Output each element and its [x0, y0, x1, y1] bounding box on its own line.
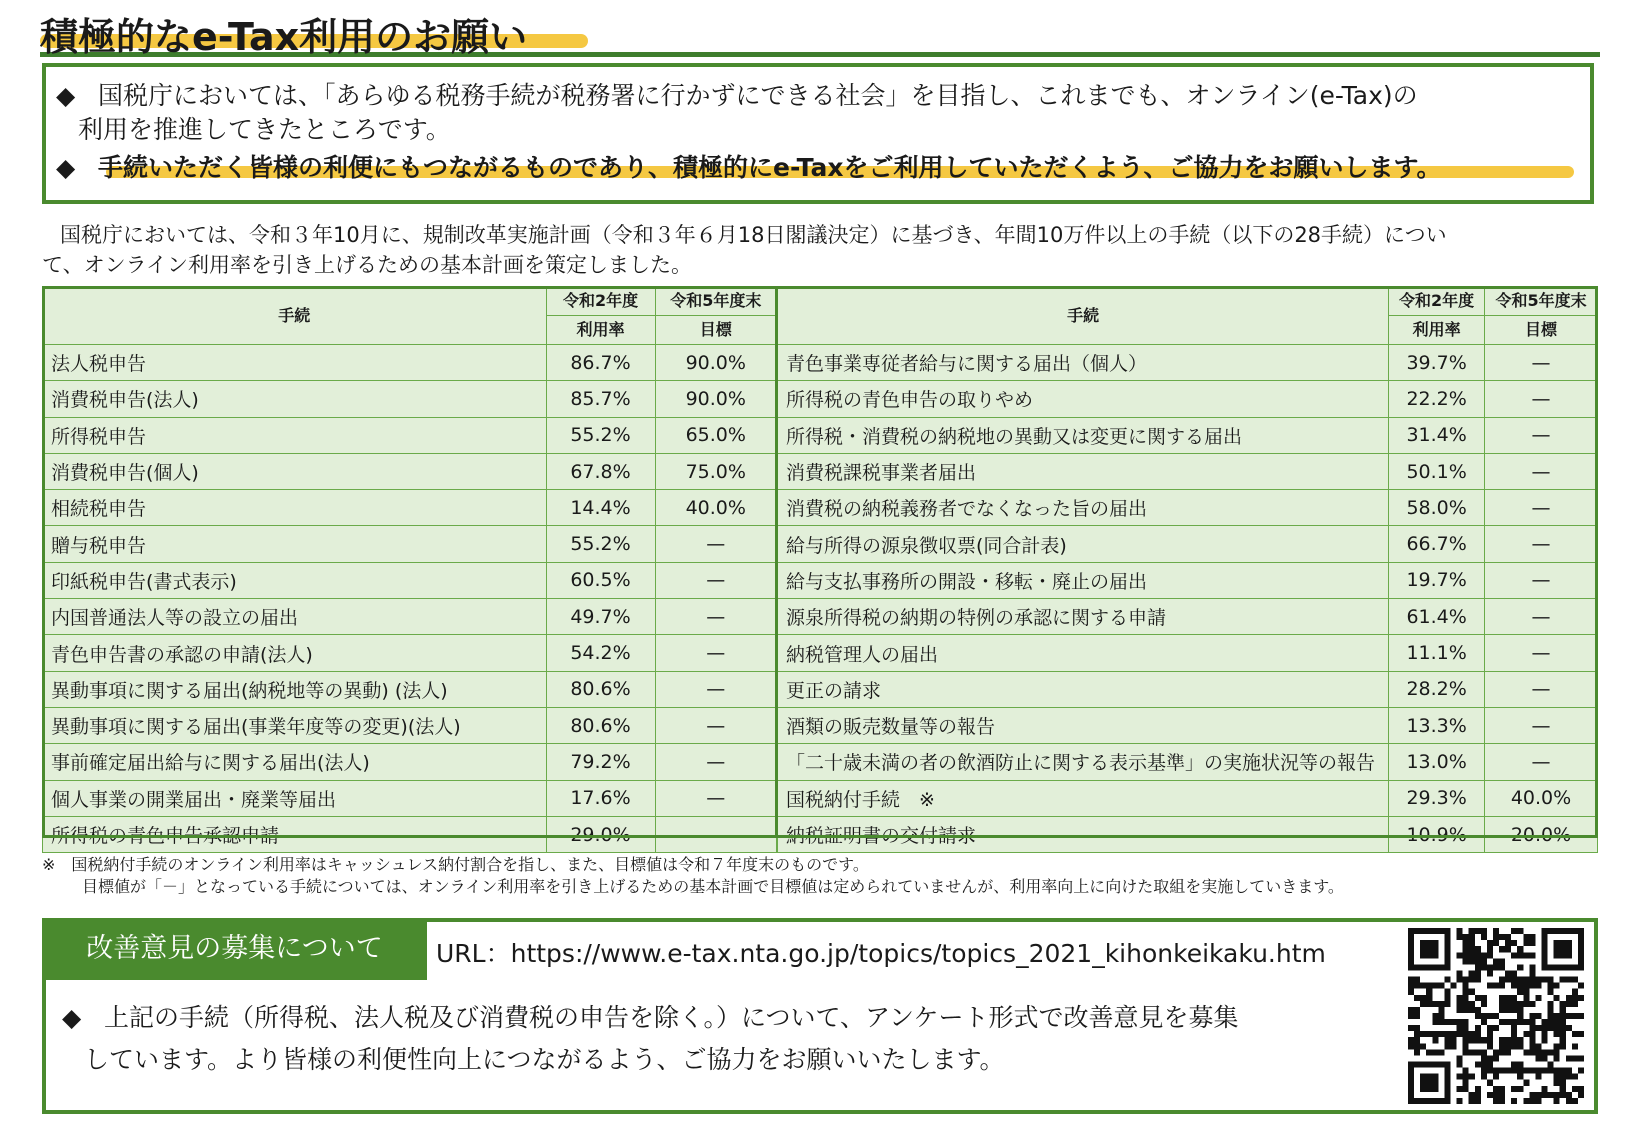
table-row [778, 381, 1598, 417]
rate-cell: 55.2% [546, 417, 655, 453]
rate-cell: 60.5% [546, 562, 655, 598]
table-row [778, 707, 1598, 743]
rate-cell: 31.4% [1389, 417, 1485, 453]
table-row [778, 744, 1598, 780]
table-divider [775, 286, 778, 838]
header-target-2: 目標 [1485, 316, 1598, 345]
procedure-cell: 納税管理人の届出 [778, 635, 1389, 671]
request-line-1 [56, 76, 1418, 112]
header-target-1: 令和5年度末 [655, 287, 776, 316]
target-cell: — [655, 635, 776, 671]
procedure-cell: 消費税申告(個人) [43, 453, 547, 489]
target-cell: 20.0% [1485, 816, 1598, 852]
feedback-line-2: しています。より皆様の利便性向上につながるよう、ご協力をお願いいたします。 [84, 1045, 1005, 1074]
qr-code-icon[interactable] [1408, 928, 1584, 1104]
target-cell: — [1485, 562, 1598, 598]
rate-cell: 55.2% [546, 526, 655, 562]
target-cell: 40.0% [655, 490, 776, 526]
procedure-cell: 相続税申告 [43, 490, 547, 526]
table-row [43, 780, 777, 816]
table-row [43, 707, 777, 743]
table-row [43, 417, 777, 453]
table-row [43, 599, 777, 635]
target-cell: — [655, 780, 776, 816]
table-row [43, 490, 777, 526]
rate-cell: 85.7% [546, 381, 655, 417]
target-cell: — [1485, 635, 1598, 671]
header-procedure: 手続 [43, 287, 547, 345]
header-target-1: 令和5年度末 [1485, 287, 1598, 316]
target-cell: — [1485, 599, 1598, 635]
procedure-table-left [42, 286, 777, 853]
procedure-cell: 酒類の販売数量等の報告 [778, 707, 1389, 743]
intro-line-2: て、オンライン利用率を引き上げるための基本計画を策定しました。 [42, 253, 692, 277]
header-rate-2: 利用率 [1389, 316, 1485, 345]
header-procedure: 手続 [778, 287, 1389, 345]
rate-cell: 54.2% [546, 635, 655, 671]
table-row [778, 562, 1598, 598]
rate-cell: 50.1% [1389, 453, 1485, 489]
target-cell: 90.0% [655, 381, 776, 417]
rate-cell: 61.4% [1389, 599, 1485, 635]
rate-cell: 86.7% [546, 345, 655, 381]
request-text-2: 手続いただく皆様の利便にもつながるものであり、積極的にe-Taxをご利用していただくよう、ご協力をお願いします。 [98, 153, 1442, 182]
procedure-table-right [777, 286, 1598, 853]
procedure-cell: 国税納付手続 ※ [778, 780, 1389, 816]
target-cell: — [1485, 345, 1598, 381]
rate-cell: 17.6% [546, 780, 655, 816]
target-cell: 90.0% [655, 345, 776, 381]
header-rate-2: 利用率 [546, 316, 655, 345]
target-cell: — [1485, 671, 1598, 707]
procedure-cell: 給与支払事務所の開設・移転・廃止の届出 [778, 562, 1389, 598]
procedure-cell: 給与所得の源泉徴収票(同合計表) [778, 526, 1389, 562]
procedure-cell: 「二十歳未満の者の飲酒防止に関する表示基準」の実施状況等の報告 [778, 744, 1389, 780]
table-row [43, 345, 777, 381]
procedure-cell: 納税証明書の交付請求 [778, 816, 1389, 852]
procedure-cell: 贈与税申告 [43, 526, 547, 562]
request-line-1b: 利用を推進してきたところです。 [78, 115, 451, 144]
procedure-cell: 所得税の青色申告承認申請 [43, 816, 547, 852]
table-header-row [43, 287, 777, 316]
table-row [43, 381, 777, 417]
procedure-cell: 更正の請求 [778, 671, 1389, 707]
rate-cell: 49.7% [546, 599, 655, 635]
target-cell: — [655, 707, 776, 743]
table-row [43, 562, 777, 598]
table-row [43, 671, 777, 707]
procedure-cell: 異動事項に関する届出(納税地等の異動) (法人) [43, 671, 547, 707]
table-row [43, 453, 777, 489]
procedure-cell: 青色事業専従者給与に関する届出（個人） [778, 345, 1389, 381]
table-row [43, 744, 777, 780]
feedback-text-1: 上記の手続（所得税、法人税及び消費税の申告を除く。）について、アンケート形式で改善意見を募集 [104, 1003, 1239, 1032]
rate-cell: 67.8% [546, 453, 655, 489]
page-title: 積極的なe-Tax利用のお願い [40, 15, 528, 59]
table-row [778, 635, 1598, 671]
target-cell: — [1485, 381, 1598, 417]
rate-cell: 19.7% [1389, 562, 1485, 598]
rate-cell: 39.7% [1389, 345, 1485, 381]
procedure-cell: 所得税申告 [43, 417, 547, 453]
rate-cell: 29.3% [1389, 780, 1485, 816]
table-row [43, 526, 777, 562]
procedure-cell: 源泉所得税の納期の特例の承認に関する申請 [778, 599, 1389, 635]
procedure-cell: 印紙税申告(書式表示) [43, 562, 547, 598]
procedure-cell: 異動事項に関する届出(事業年度等の変更)(法人) [43, 707, 547, 743]
header-rate-1: 令和2年度 [546, 287, 655, 316]
table-row [43, 816, 777, 852]
table-row [778, 780, 1598, 816]
target-cell: — [655, 671, 776, 707]
rate-cell: 13.0% [1389, 744, 1485, 780]
table-row [778, 526, 1598, 562]
table-row [778, 490, 1598, 526]
intro-line-1: 国税庁においては、令和３年10月に、規制改革実施計画（令和３年６月18日閣議決定）に基づき、年間10万件以上の手続（以下の28手続）につい [60, 223, 1447, 247]
target-cell: — [1485, 417, 1598, 453]
bullet-icon: ◆ [56, 81, 76, 110]
procedure-cell: 消費税の納税義務者でなくなった旨の届出 [778, 490, 1389, 526]
bullet-icon: ◆ [56, 153, 76, 182]
target-cell: — [655, 599, 776, 635]
footnote-2: 目標値が「－」となっている手続については、オンライン利用率を引き上げるための基本計画で目標値は定められていませんが、利用率向上に向けた取組を実施していきます。 [82, 877, 1344, 896]
feedback-url-link[interactable]: URL：https://www.e-tax.nta.go.jp/topics/topics_2021_kihonkeikaku.htm [436, 939, 1326, 968]
rate-cell: 11.1% [1389, 635, 1485, 671]
intro-paragraph [42, 220, 1602, 280]
rate-cell: 79.2% [546, 744, 655, 780]
rate-cell: 28.2% [1389, 671, 1485, 707]
rate-cell: 58.0% [1389, 490, 1485, 526]
rate-cell: 10.9% [1389, 816, 1485, 852]
header-target-2: 目標 [655, 316, 776, 345]
table-row [43, 635, 777, 671]
procedure-cell: 個人事業の開業届出・廃業等届出 [43, 780, 547, 816]
rate-cell: 80.6% [546, 671, 655, 707]
target-cell: — [1485, 744, 1598, 780]
rate-cell: 14.4% [546, 490, 655, 526]
header-rate-1: 令和2年度 [1389, 287, 1485, 316]
procedure-cell: 消費税課税事業者届出 [778, 453, 1389, 489]
table-row [778, 599, 1598, 635]
table-header-row [778, 287, 1598, 316]
rate-cell: 13.3% [1389, 707, 1485, 743]
procedure-cell: 消費税申告(法人) [43, 381, 547, 417]
table-row [778, 816, 1598, 852]
rate-cell: 80.6% [546, 707, 655, 743]
request-line-2 [56, 148, 1442, 184]
target-cell: — [655, 526, 776, 562]
feedback-tag: 改善意見の募集について [42, 918, 427, 980]
procedure-cell: 法人税申告 [43, 345, 547, 381]
rate-cell: 66.7% [1389, 526, 1485, 562]
table-row [778, 671, 1598, 707]
table-row [778, 417, 1598, 453]
procedure-cell: 内国普通法人等の設立の届出 [43, 599, 547, 635]
footnote-1: ※ 国税納付手続のオンライン利用率はキャッシュレス納付割合を指し、また、目標値は令和７年度末のものです。 [42, 855, 869, 874]
target-cell: — [655, 816, 776, 852]
procedure-cell: 所得税の青色申告の取りやめ [778, 381, 1389, 417]
table-row [778, 345, 1598, 381]
target-cell: — [655, 562, 776, 598]
target-cell: 75.0% [655, 453, 776, 489]
feedback-line-1 [62, 998, 1239, 1034]
target-cell: — [1485, 526, 1598, 562]
procedure-cell: 青色申告書の承認の申請(法人) [43, 635, 547, 671]
table-row [778, 453, 1598, 489]
rate-cell: 29.0% [546, 816, 655, 852]
target-cell: — [655, 744, 776, 780]
target-cell: 65.0% [655, 417, 776, 453]
bullet-icon: ◆ [62, 1003, 82, 1032]
target-cell: 40.0% [1485, 780, 1598, 816]
target-cell: — [1485, 453, 1598, 489]
procedure-cell: 事前確定届出給与に関する届出(法人) [43, 744, 547, 780]
rate-cell: 22.2% [1389, 381, 1485, 417]
target-cell: — [1485, 490, 1598, 526]
target-cell: — [1485, 707, 1598, 743]
procedure-cell: 所得税・消費税の納税地の異動又は変更に関する届出 [778, 417, 1389, 453]
request-text-1: 国税庁においては、「あらゆる税務手続が税務署に行かずにできる社会」を目指し、これまでも、オンライン(e-Tax)の [98, 81, 1418, 110]
